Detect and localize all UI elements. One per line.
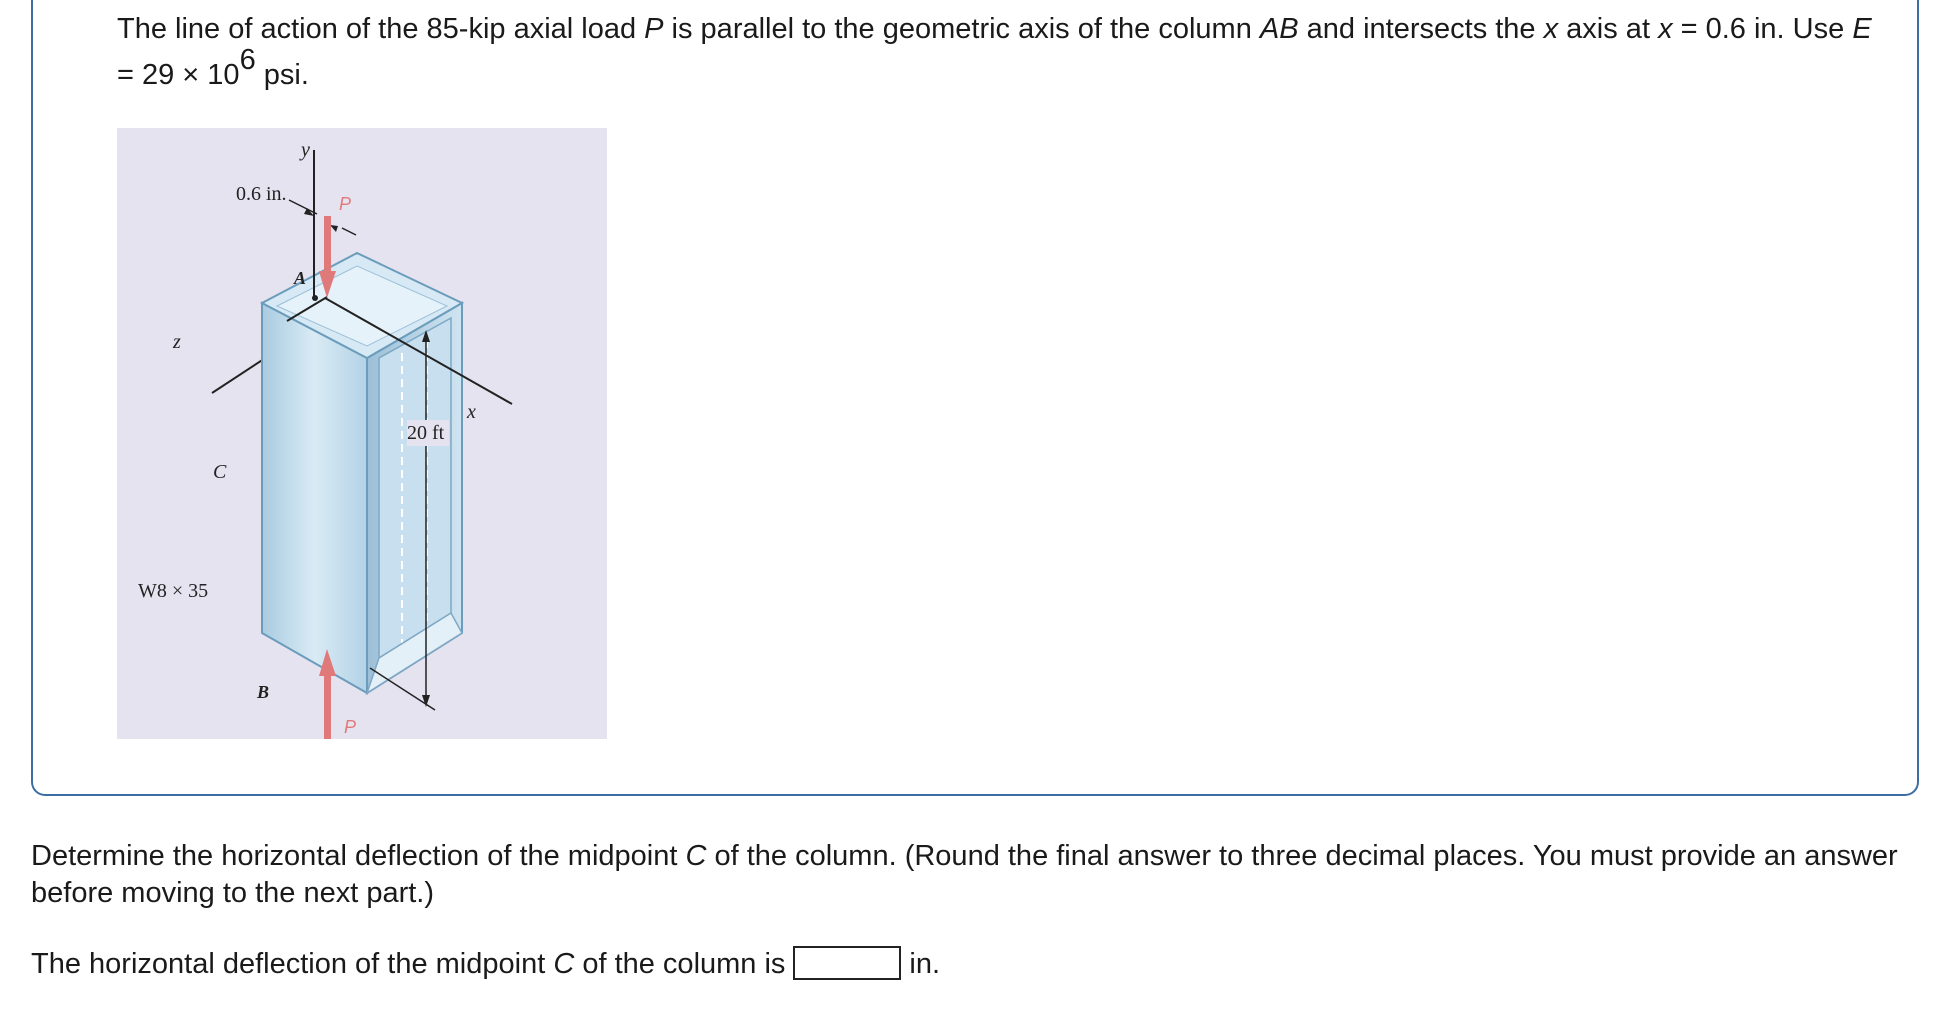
offset-label: 0.6 in. bbox=[236, 183, 287, 205]
point-b-label: B bbox=[257, 682, 270, 702]
column-figure bbox=[117, 128, 607, 739]
column-web bbox=[379, 318, 451, 658]
column-diagram bbox=[117, 128, 607, 739]
top-load-label: P bbox=[339, 194, 352, 214]
point-c-label: C bbox=[213, 461, 227, 483]
axis-y-label: y bbox=[301, 139, 310, 161]
point-a-dot bbox=[312, 295, 318, 301]
offset-arrow-right bbox=[330, 225, 338, 232]
axis-z-label: z bbox=[173, 331, 181, 353]
offset-leader bbox=[289, 200, 317, 214]
deflection-answer-input[interactable] bbox=[793, 946, 901, 980]
question-text: Determine the horizontal deflection of the midpoint C of the column. (Round the final answer to three decimal places. You must provide an answer before moving to the next part.) bbox=[31, 840, 1898, 909]
section-label: W8 × 35 bbox=[138, 580, 209, 602]
offset-leader-right bbox=[342, 228, 356, 235]
problem-statement: The line of action of the 85-kip axial load P is parallel to the geometric axis of the column AB and intersects the x axis at x = 0.6 in. Use $E = 29 \times 10^6$ psi. bbox=[117, 13, 1872, 91]
answer-row: The horizontal deflection of the midpoint C of the column is in. bbox=[31, 948, 941, 980]
answer-unit: in. bbox=[909, 948, 941, 980]
top-load-shaft bbox=[324, 216, 331, 271]
length-label: 20 ft bbox=[407, 422, 445, 444]
bottom-load-label: P bbox=[344, 717, 357, 737]
column-left-face bbox=[262, 303, 367, 693]
axis-x-label: x bbox=[467, 401, 476, 423]
point-a-label: A bbox=[294, 268, 307, 288]
bottom-load-shaft bbox=[324, 676, 331, 739]
